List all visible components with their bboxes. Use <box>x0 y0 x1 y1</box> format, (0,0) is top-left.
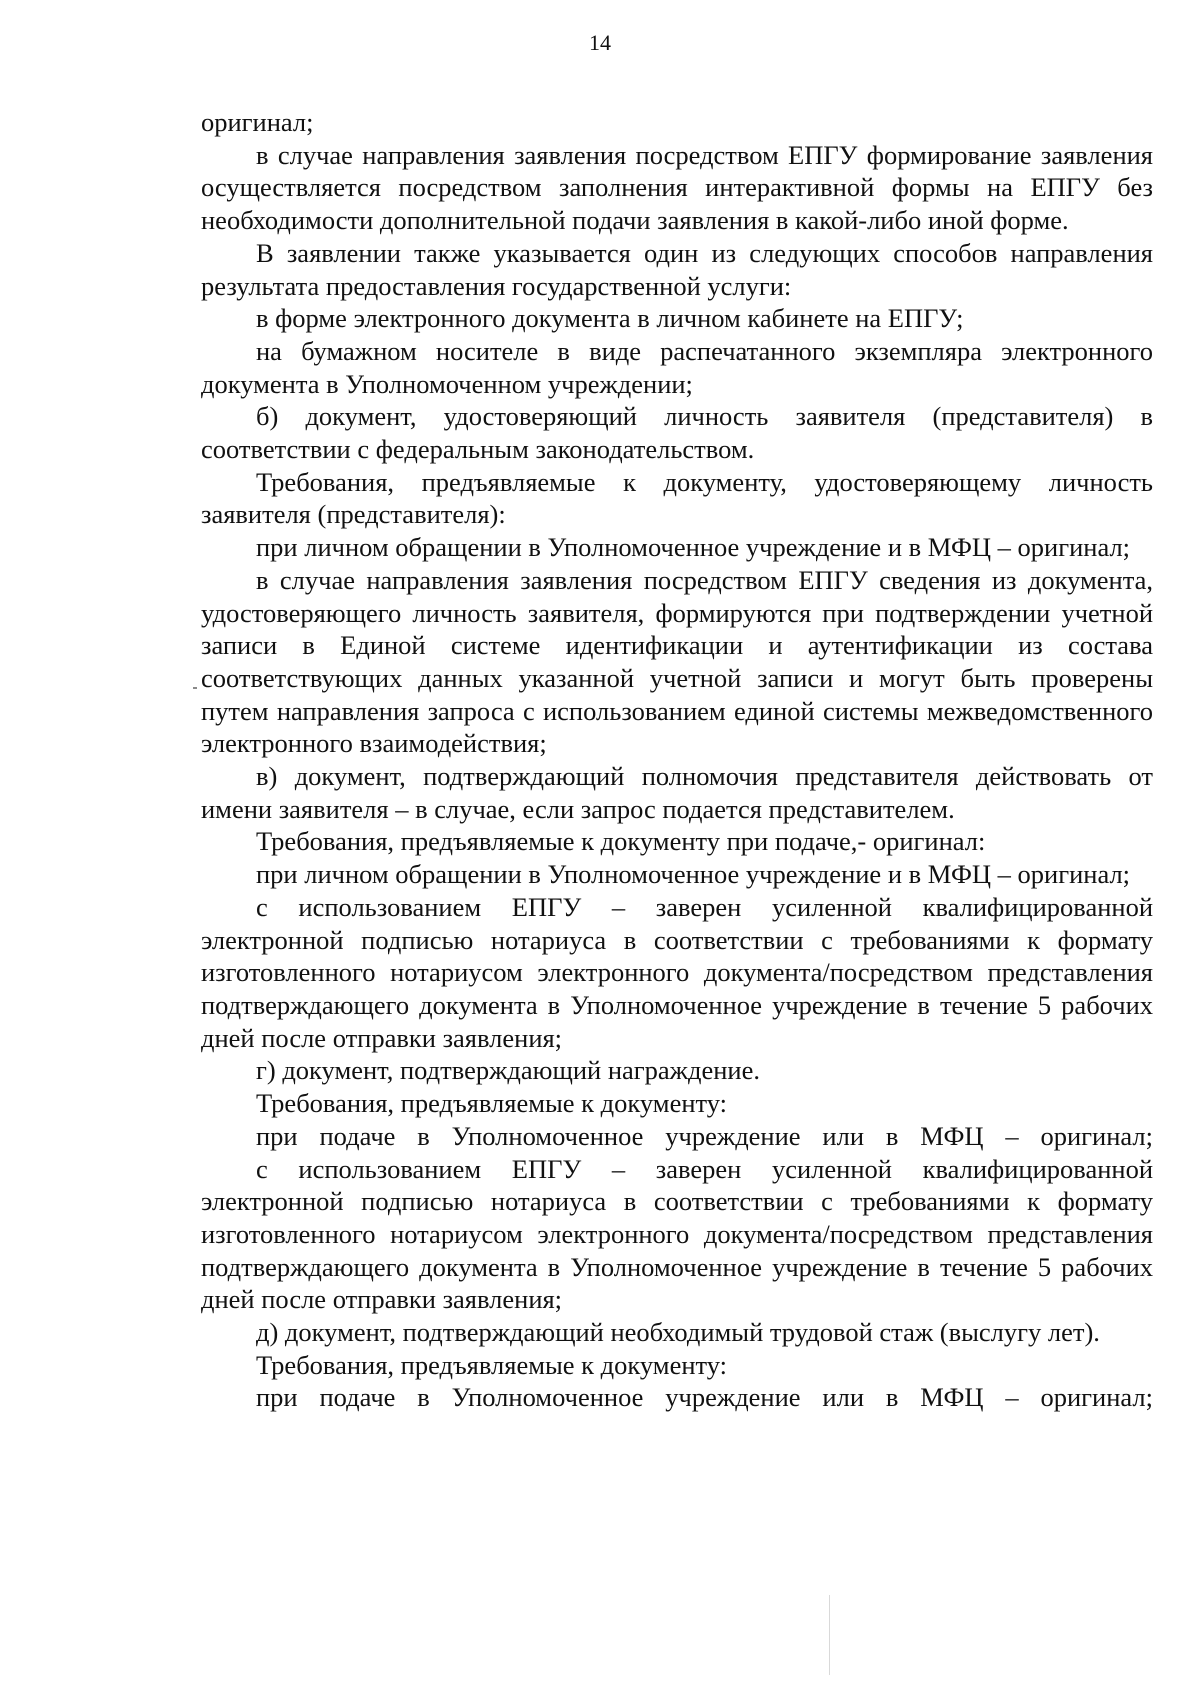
list-item: в случае направления заявления посредством ЕПГУ сведения из документа, удостоверяющего личность заявителя, формируются при подтверждении учетной записи в Единой системе идентификации и аутентификации из состава соответствующих данных указанной учетной записи и могут быть проверены путем направления запроса с использованием единой системы межведомственного электронного взаимодействия; <box>201 564 1153 759</box>
paragraph: Требования, предъявляемые к документу при подаче,- оригинал: <box>256 826 986 857</box>
paragraph: б) документ, удостоверяющий личность заявителя (представителя) в соответствии с федеральным законодательством. <box>201 401 1153 465</box>
paragraph: в случае направления заявления посредством ЕПГУ формирование заявления осуществляется посредством заполнения интерактивной формы на ЕПГУ без необходимости дополнительной подачи заявления в какой-либо иной форме. <box>201 139 1153 236</box>
scan-margin-mark <box>193 687 197 689</box>
list-item: при личном обращении в Уполномоченное учреждение и в МФЦ – оригинал; <box>256 532 1131 563</box>
list-item: при подаче в Уполномоченное учреждение или в МФЦ – оригинал; <box>256 1382 1153 1413</box>
document-body <box>201 106 1153 1414</box>
paragraph: Требования, предъявляемые к документу, удостоверяющему личность заявителя (представителя): <box>201 466 1153 530</box>
paragraph: д) документ, подтверждающий необходимый трудовой стаж (выслугу лет). <box>256 1317 1100 1348</box>
list-item: при личном обращении в Уполномоченное учреждение и в МФЦ – оригинал; <box>256 859 1131 890</box>
paragraph: в) документ, подтверждающий полномочия представителя действовать от имени заявителя – в случае, если запрос подается представителем. <box>201 761 1153 824</box>
paragraph: Требования, предъявляемые к документу: <box>256 1349 728 1380</box>
scan-streak <box>829 1595 830 1675</box>
paragraph: В заявлении также указывается один из следующих способов направления результата предоставления государственной услуги: <box>201 237 1153 301</box>
paragraph: г) документ, подтверждающий награждение. <box>256 1055 760 1086</box>
paragraph: оригинал; <box>201 107 314 137</box>
list-item: при подаче в Уполномоченное учреждение или в МФЦ – оригинал; <box>256 1120 1153 1151</box>
page-number: 14 <box>589 30 611 55</box>
list-item: с использованием ЕПГУ – заверен усиленной квалифицированной электронной подписью нотариуса в соответствии с требованиями к формату изготовленного нотариусом электронного документа/посредством представления подтверждающего документа в Уполномоченное учреждение в течение 5 рабочих дней после отправки заявления; <box>201 1153 1153 1315</box>
list-item: с использованием ЕПГУ – заверен усиленной квалифицированной электронной подписью нотариуса в соответствии с требованиями к формату изготовленного нотариусом электронного документа/посредством представления подтверждающего документа в Уполномоченное учреждение в течение 5 рабочих дней после отправки заявления; <box>201 891 1153 1053</box>
list-item: в форме электронного документа в личном кабинете на ЕПГУ; <box>256 303 964 334</box>
list-item: на бумажном носителе в виде распечатанного экземпляра электронного документа в Уполномоченном учреждении; <box>201 335 1153 399</box>
paragraph: Требования, предъявляемые к документу: <box>256 1088 728 1119</box>
